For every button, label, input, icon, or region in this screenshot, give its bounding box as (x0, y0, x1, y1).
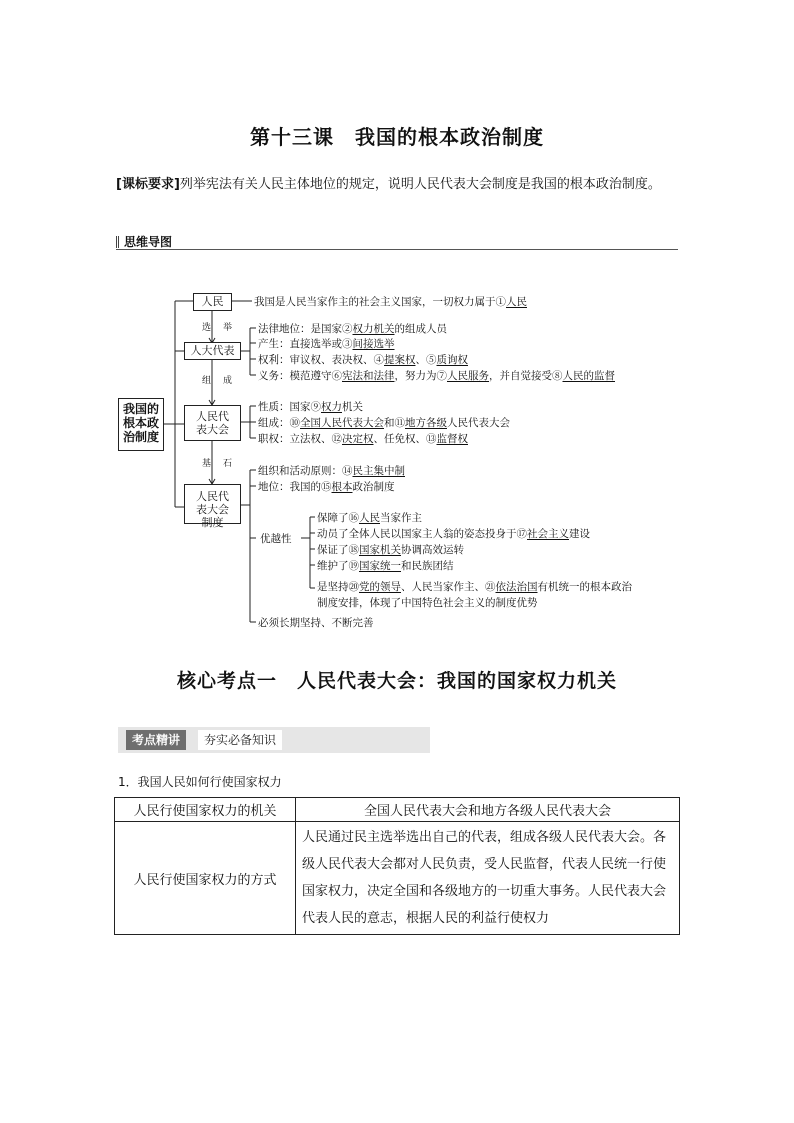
line-text: 和⑪ (384, 417, 405, 429)
table-cell: 人民行使国家权力的机关 (115, 798, 296, 822)
line-text: 法律地位：是国家② (258, 323, 353, 335)
line-text: 和民族团结 (401, 560, 454, 572)
line-text: 义务：模范遵守⑥ (258, 370, 342, 382)
answer-blank: 民主集中制 (352, 465, 405, 477)
answer-blank: 人民的监督 (562, 370, 615, 382)
line-text: 、人民当家作主、㉑ (401, 581, 496, 593)
answer-blank: 依法治国 (495, 581, 538, 593)
line-text: 机关 (342, 401, 363, 413)
superiority-line (317, 526, 590, 541)
line-text: 动员了全体人民以国家主人翁的姿态投身于⑰ (317, 528, 527, 540)
answer-blank: 权力 (321, 401, 342, 413)
power-table (114, 797, 680, 935)
superiority-label: 优越性 (260, 533, 292, 545)
requirement-label: [课标要求] (116, 177, 180, 192)
node-congress: 人民代表大会 (184, 405, 241, 441)
answer-blank: 国家统一 (359, 560, 401, 572)
answer-blank: 全国人民代表大会 (300, 417, 384, 429)
line-text: 我国是人民当家作主的社会主义国家，一切权力属于① (254, 296, 506, 308)
answer-blank: 国家机关 (359, 544, 401, 556)
core-point-title: 核心考点一 人民代表大会：我国的国家权力机关 (176, 670, 617, 692)
table-row (115, 798, 680, 822)
answer-blank: 人民服务 (447, 370, 489, 382)
question-heading: 1．我国人民如何行使国家权力 (118, 775, 282, 789)
line-text: 建设 (569, 528, 590, 540)
node-deputies: 人大代表 (184, 342, 241, 360)
line-text: 的组成人员 (394, 323, 447, 335)
line-text: 保障了⑯ (317, 512, 359, 524)
table-row (115, 822, 680, 935)
congress-line (258, 431, 468, 446)
answer-blank: 地方各级 (405, 417, 447, 429)
edge-label-elect: 选举 (202, 323, 245, 333)
table-cell: 全国人民代表大会和地方各级人民代表大会 (296, 798, 680, 822)
answer-blank: 社会主义 (527, 528, 569, 540)
line-text: ，并自觉接受⑧ (489, 370, 563, 382)
kaodian-banner (118, 727, 430, 753)
table-cell: 人民通过民主选举选出自己的代表，组成各级人民代表大会。各级人民代表大会都对人民负责，受人民监督，代表人民统一行使国家权力，决定全国和各级地方的一切重大事务。人民代表大会代表人民的意志，根据人民的利益行使权力 (296, 822, 680, 935)
page-title: 第十三课 我国的根本政治制度 (250, 125, 544, 149)
superiority-line (317, 542, 464, 557)
line-text: 当家作主 (380, 512, 422, 524)
kaodian-label: 考点精讲 (126, 730, 186, 750)
answer-blank: 党的领导 (359, 581, 401, 593)
node-system: 人民代表大会制度 (184, 484, 241, 524)
system-line (258, 463, 405, 478)
line-text: 性质：国家⑨ (258, 401, 321, 413)
line-text: 组成：⑩ (258, 417, 300, 429)
edge-label-foundation: 基石 (202, 459, 245, 469)
requirement-text: 列举宪法有关人民主体地位的规定，说明人民代表大会制度是我国的根本政治制度。 (179, 177, 661, 192)
answer-blank: 监督权 (436, 433, 468, 445)
line-text: 人民代表大会 (447, 417, 510, 429)
line-text: ，努力为⑦ (394, 370, 447, 382)
superiority-line (317, 558, 454, 573)
answer-blank: 根本 (331, 481, 353, 493)
answer-blank: 人民 (506, 296, 527, 308)
superiority-line (317, 510, 422, 525)
deputies-line (258, 352, 468, 367)
people-line (254, 294, 527, 309)
superiority-line (317, 579, 632, 594)
answer-blank: 提案权 (384, 354, 416, 366)
deputies-line (258, 368, 615, 383)
system-line (258, 479, 395, 494)
line-text: 权利：审议权、表决权、④ (258, 354, 384, 366)
answer-blank: 宪法和法律 (342, 370, 395, 382)
kaodian-sub: 夯实必备知识 (198, 730, 282, 750)
line-text: 、任免权、⑬ (373, 433, 437, 445)
line-text: 维护了⑲ (317, 560, 359, 572)
answer-blank: 间接选举 (352, 338, 395, 350)
answer-blank: 决定权 (342, 433, 374, 445)
mindmap-root-node: 我国的根本政治制度 (118, 398, 164, 451)
mindmap-section-label: 思维导图 (124, 235, 173, 249)
line-text: 有机统一的根本政治 (537, 581, 632, 593)
deputies-line (258, 336, 395, 351)
line-text: 是坚持⑳ (317, 581, 359, 593)
edge-label-compose: 组成 (202, 376, 245, 386)
line-text: 政治制度 (352, 481, 395, 493)
answer-blank: 人民 (359, 512, 380, 524)
answer-blank: 权力机关 (352, 323, 395, 335)
congress-line (258, 415, 510, 430)
answer-blank: 质询权 (436, 354, 468, 366)
node-people: 人民 (193, 293, 232, 311)
table-cell: 人民行使国家权力的方式 (115, 822, 296, 935)
line-text: 职权：立法权、⑫ (258, 433, 342, 445)
line-text: 产生：直接选举或③ (258, 338, 353, 350)
line-text: 、⑤ (415, 354, 437, 366)
line-text: 保证了⑱ (317, 544, 359, 556)
deputies-line (258, 321, 447, 336)
line-text: 制度安排，体现了中国特色社会主义的制度优势 (317, 597, 538, 609)
line-text: 协调高效运转 (401, 544, 464, 556)
line-text: 组织和活动原则：⑭ (258, 465, 353, 477)
superiority-line (317, 595, 538, 610)
congress-line (258, 399, 363, 414)
line-text: 地位：我国的⑮ (258, 481, 332, 493)
last-line: 必须长期坚持、不断完善 (258, 617, 374, 629)
